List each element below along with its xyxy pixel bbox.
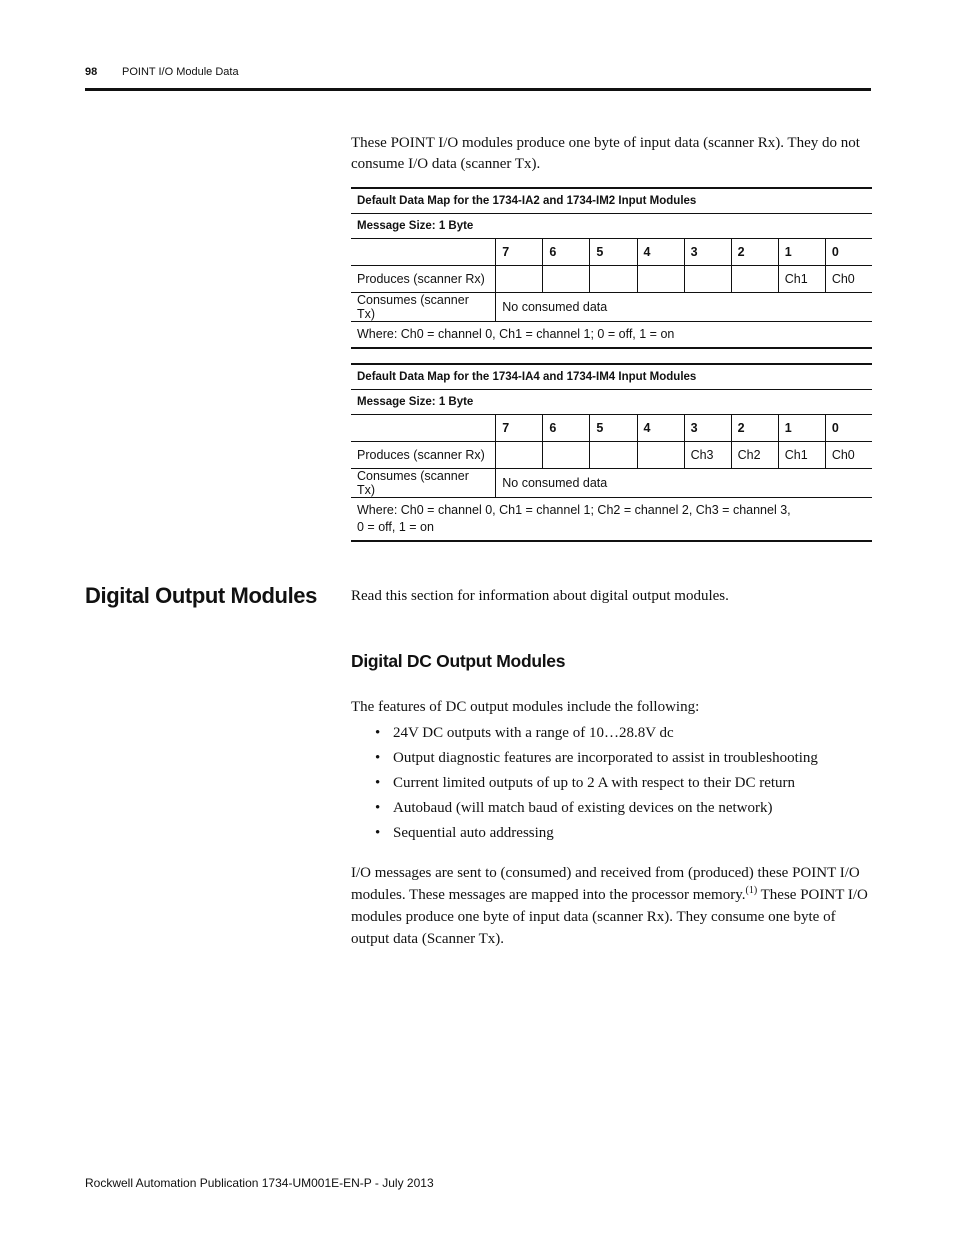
features-list bbox=[351, 721, 871, 846]
consumes-row bbox=[351, 469, 872, 498]
message-size-row bbox=[351, 390, 872, 415]
consumes-value: No consumed data bbox=[496, 469, 872, 498]
data-map-table-ia2 bbox=[351, 187, 872, 349]
bullet-glyph: • bbox=[375, 800, 381, 816]
bit-header-row bbox=[351, 415, 872, 442]
table-cell bbox=[543, 266, 590, 293]
consumes-label: Consumes (scanner Tx) bbox=[351, 469, 496, 498]
message-size-row bbox=[351, 214, 872, 239]
consumes-row bbox=[351, 293, 872, 322]
table-cell bbox=[543, 442, 590, 469]
message-size: Message Size: 1 Byte bbox=[351, 214, 872, 239]
where-line-2: 0 = off, 1 = on bbox=[357, 520, 434, 534]
list-item bbox=[351, 721, 871, 746]
message-size: Message Size: 1 Byte bbox=[351, 390, 872, 415]
table-cell bbox=[637, 266, 684, 293]
bullet-glyph: • bbox=[375, 825, 381, 841]
page-number: 98 bbox=[85, 66, 98, 78]
io-messages-text: I/O messages are sent to (consumed) and received from (produced) these POINT I/O modules. These messages are mapped into the processor memory. bbox=[351, 865, 860, 903]
table-cell: Ch2 bbox=[731, 442, 778, 469]
bit-header: 0 bbox=[825, 239, 872, 266]
table-cell: Ch0 bbox=[825, 266, 872, 293]
where-note bbox=[351, 322, 872, 349]
table-cell bbox=[496, 442, 543, 469]
section-intro: Read this section for information about digital output modules. bbox=[351, 588, 729, 604]
list-item bbox=[351, 771, 871, 796]
bit-header: 7 bbox=[496, 239, 543, 266]
footer-publication: Rockwell Automation Publication 1734-UM001E-EN-P - July 2013 bbox=[85, 1176, 434, 1190]
footnote-ref: (1) bbox=[745, 885, 758, 896]
table-caption: Default Data Map for the 1734-IA2 and 1734-IM2 Input Modules bbox=[351, 188, 872, 214]
intro-paragraph: These POINT I/O modules produce one byte of input data (scanner Rx). They do not consume I/O data (scanner Tx). bbox=[351, 135, 860, 172]
table-caption-row bbox=[351, 364, 872, 390]
list-item-text: 24V DC outputs with a range of 10…28.8V dc bbox=[393, 725, 674, 741]
where-line: Where: Ch0 = channel 0, Ch1 = channel 1; Ch2 = channel 2, Ch3 = channel 3, bbox=[357, 503, 791, 517]
table-cell bbox=[590, 442, 637, 469]
where-note bbox=[351, 498, 872, 542]
consumes-label: Consumes (scanner Tx) bbox=[351, 293, 496, 322]
bullet-glyph: • bbox=[375, 750, 381, 766]
bullet-glyph: • bbox=[375, 725, 381, 741]
bit-header: 1 bbox=[778, 415, 825, 442]
table-cell bbox=[637, 442, 684, 469]
bit-header: 2 bbox=[731, 239, 778, 266]
io-messages-paragraph bbox=[351, 862, 871, 950]
section-heading: Digital Output Modules bbox=[85, 583, 317, 608]
list-item-text: Current limited outputs of up to 2 A with respect to their DC return bbox=[393, 775, 796, 791]
bit-header-blank bbox=[351, 239, 496, 266]
bit-header: 4 bbox=[637, 415, 684, 442]
bit-header: 0 bbox=[825, 415, 872, 442]
table-cell: Ch1 bbox=[778, 442, 825, 469]
subsection-heading: Digital DC Output Modules bbox=[351, 651, 566, 671]
bit-header-blank bbox=[351, 415, 496, 442]
list-item bbox=[351, 821, 871, 846]
table-caption-row bbox=[351, 188, 872, 214]
bit-header: 5 bbox=[590, 239, 637, 266]
list-item-text: Sequential auto addressing bbox=[393, 825, 554, 841]
where-row bbox=[351, 322, 872, 349]
bit-header: 6 bbox=[543, 239, 590, 266]
consumes-value: No consumed data bbox=[496, 293, 872, 322]
table-cell: Ch3 bbox=[684, 442, 731, 469]
produces-row bbox=[351, 442, 872, 469]
table-cell bbox=[496, 266, 543, 293]
table-cell bbox=[590, 266, 637, 293]
table-cell: Ch1 bbox=[778, 266, 825, 293]
table-caption: Default Data Map for the 1734-IA4 and 1734-IM4 Input Modules bbox=[351, 364, 872, 390]
bit-header: 7 bbox=[496, 415, 543, 442]
produces-row bbox=[351, 266, 872, 293]
io-messages-text-2: These POINT I/O modules produce one byte of input data (scanner Rx). They consume one byte of output data (Scanner Tx). bbox=[351, 887, 868, 947]
running-header-title: POINT I/O Module Data bbox=[122, 66, 239, 78]
produces-label: Produces (scanner Rx) bbox=[351, 266, 496, 293]
bullet-glyph: • bbox=[375, 775, 381, 791]
bit-header: 5 bbox=[590, 415, 637, 442]
table-cell: Ch0 bbox=[825, 442, 872, 469]
list-item-text: Output diagnostic features are incorporated to assist in troubleshooting bbox=[393, 750, 818, 766]
list-item bbox=[351, 796, 871, 821]
bit-header: 4 bbox=[637, 239, 684, 266]
bit-header: 3 bbox=[684, 415, 731, 442]
where-line: Where: Ch0 = channel 0, Ch1 = channel 1; 0 = off, 1 = on bbox=[357, 327, 675, 341]
list-item-text: Autobaud (will match baud of existing devices on the network) bbox=[393, 800, 773, 816]
bit-header-row bbox=[351, 239, 872, 266]
header-rule bbox=[85, 88, 871, 91]
where-row bbox=[351, 498, 872, 542]
bit-header: 2 bbox=[731, 415, 778, 442]
produces-label: Produces (scanner Rx) bbox=[351, 442, 496, 469]
table-cell bbox=[731, 266, 778, 293]
table-cell bbox=[684, 266, 731, 293]
bit-header: 6 bbox=[543, 415, 590, 442]
list-item bbox=[351, 746, 871, 771]
bit-header: 1 bbox=[778, 239, 825, 266]
features-lead: The features of DC output modules include the following: bbox=[351, 699, 700, 715]
data-map-table-ia4 bbox=[351, 363, 872, 542]
bit-header: 3 bbox=[684, 239, 731, 266]
